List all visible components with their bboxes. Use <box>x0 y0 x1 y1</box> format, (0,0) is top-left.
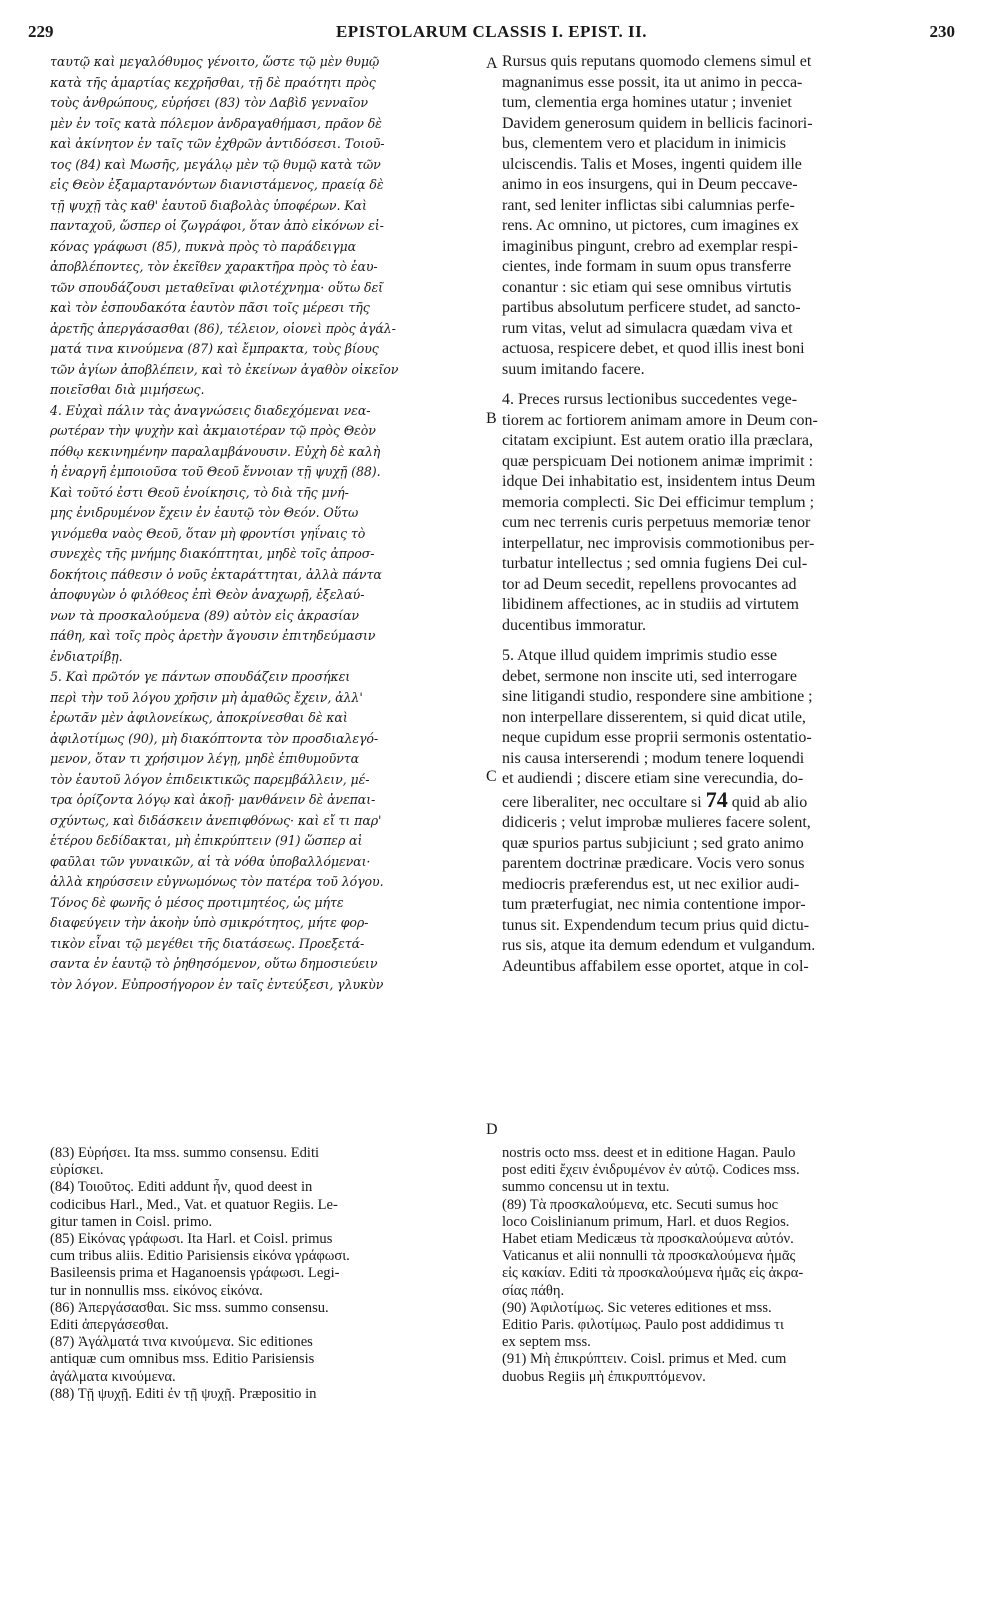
margin-letter-c: C <box>486 768 497 785</box>
footnote-line: post editi ἔχειν ἐνιδρυμένον ἐν αὐτῷ. Codices mss. <box>502 1162 800 1179</box>
footnote-line: (86) Ἀπεργάσασθαι. Sic mss. summo consensu. <box>50 1299 329 1316</box>
greek-text-line: μενον, ὅταν τι χρήσιμον λέγῃ, μηδὲ ἐπιθυμοῦντα <box>50 751 360 766</box>
greek-text-line: τικὸν εἶναι τῷ μεγέθει τῆς διατάσεως. Προεξετά- <box>50 935 365 951</box>
latin-text-line: mediocris præferendus est, ut nec exilior audi- <box>502 875 800 893</box>
greek-text-line: καὶ ἀκίνητον ἐν ταῖς τῶν ἐχθρῶν ἀντιδόσεσι. Τοιοῦ- <box>50 136 385 151</box>
latin-text-line: conantur : sic etiam qui sese omnibus virtutis <box>502 278 792 296</box>
greek-text-line: ἀποφυγὼν ὁ φιλόθεος ἐπὶ Θεὸν ἀναχωρῇ, ἐξελαύ- <box>50 587 365 602</box>
page-marker-number: 74 <box>705 789 728 812</box>
latin-text-line: quæ spurios partus subjiciunt ; sed grato animo <box>502 834 804 852</box>
latin-text-line: Adeuntibus affabilem esse oportet, atque in col- <box>502 957 809 975</box>
footnote-line: ex septem mss. <box>502 1334 591 1351</box>
latin-text-line: citatam excipiunt. Est autem oratio illa præclara, <box>502 432 813 449</box>
greek-text-line: ἀποβλέποντες, τὸν ἐκεῖθεν χαρακτῆρα πρὸς τὸ ἑαυ- <box>50 259 378 274</box>
greek-text-line: ἐρωτᾶν μὲν ἀφιλονείκως, ἀποκρίνεσθαι δὲ καὶ <box>50 710 348 725</box>
greek-text-line: τοὺς ἀνθρώπους, εὑρήσει (83) τὸν Δαβὶδ γενναῖον <box>50 95 368 110</box>
greek-text-line: ἀλλὰ κηρύσσειν εὐγνωμόνως τὸν πατέρα τοῦ λόγου. <box>50 874 384 889</box>
latin-text-line: neque cupidum esse proprii sermonis ostentatio- <box>502 729 812 746</box>
greek-text-line: ἀρετῆς ἀπεργάσασθαι (86), τέλειον, οἱονεὶ πρὸς ἀγάλ- <box>50 320 396 336</box>
footnotes-left <box>50 1145 482 1403</box>
footnote-line: εὑρίσκει. <box>50 1162 104 1179</box>
latin-text-line: tor ad Deum secedit, repellens provocantes ad <box>502 575 797 593</box>
latin-text-line: partibus absolutum perficere studet, ad sancto- <box>502 299 801 316</box>
footnote-line: (89) Τὰ προσκαλούμενα, etc. Secuti sumus hoc <box>502 1196 779 1213</box>
greek-text-line: ἑτέρου δεδίδακται, μὴ ἐπικρύπτειν (91) ὥσπερ αἱ <box>50 833 363 848</box>
footnote-line: gitur tamen in Coisl. primo. <box>50 1213 213 1230</box>
footnote-line: (87) Ἀγάλματά τινα κινούμενα. Sic editiones <box>50 1334 313 1351</box>
greek-text-line: σαντα ἐν ἑαυτῷ τὸ ῥηθησόμενον, οὕτω δημοσιεύειν <box>50 956 378 971</box>
latin-text-line: nis causa interserendi ; modum tenere loquendi <box>502 749 805 767</box>
latin-text-line: rant, sed leniter inflictas sibi calumnias perfe- <box>502 196 795 214</box>
latin-text-line: idque Dei inhabitatio est, insidentem intus Deum <box>502 473 816 490</box>
latin-text-line: tum, clementia erga homines utatur ; inveniet <box>502 94 792 111</box>
footnote-line: (84) Τοιοῦτος. Editi addunt ἦν, quod deest in <box>50 1179 313 1196</box>
latin-text-line <box>502 380 952 390</box>
footnote-line: εἰς κακίαν. Editi τὰ προσκαλούμενα ἡμᾶς εἰς ἀκρα- <box>502 1265 804 1282</box>
footnote-line: (91) Μὴ ἐπικρύπτειν. Coisl. primus et Med. cum <box>502 1351 787 1368</box>
latin-text-line: ducentibus immoratur. <box>502 616 646 634</box>
latin-text-line: 5. Atque illud quidem imprimis studio esse <box>502 647 778 664</box>
footnote-line: (85) Εἰκόνας γράφωσι. Ita Harl. et Coisl. primus <box>50 1231 333 1248</box>
greek-text-line: ποιεῖσθαι διὰ μιμήσεως. <box>50 382 205 397</box>
greek-text-line: τῶν σπουδάζουσι μεταθεῖναι φιλοτέχνημα· οὕτω δεῖ <box>50 279 384 295</box>
latin-text-line: libidinem affectiones, ac in studiis ad virtutem <box>502 596 799 613</box>
greek-text-line: φαῦλαι τῶν γυναικῶν, αἱ τὰ νόθα ὑποβαλλόμεναι· <box>50 853 371 869</box>
latin-text-line: cum nec terrenis curis perpetuus memoriæ tenor <box>502 514 811 531</box>
latin-text-line: tunus sit. Expendendum tecum prius quid dictu- <box>502 916 810 934</box>
footnote-line: ἀγάλματα κινούμενα. <box>50 1368 176 1385</box>
greek-text-line: κατὰ τῆς ἁμαρτίας κεχρῆσθαι, τῇ δὲ πραότητι πρὸς <box>50 74 376 90</box>
greek-text-line: καὶ τὸν ἐσπουδακότα ἑαυτὸν πᾶσι τοῖς μέρεσι τῆς <box>50 300 370 315</box>
latin-text-line: didiceris ; velut improbæ mulieres facere solent, <box>502 814 811 831</box>
latin-text-line: rum vitas, velut ad simulacra quædam viva et <box>502 319 793 337</box>
latin-text-line: animo in eos insurgens, qui in Deum peccave- <box>502 176 798 193</box>
greek-text-line: δοκήτοις πάθεσιν ὁ νοῦς ἐκταράττηται, ἀλλὰ πάντα <box>50 566 382 582</box>
footnote-line: (88) Τῇ ψυχῇ. Editi ἐν τῇ ψυχῇ. Præpositio in <box>50 1385 317 1402</box>
latin-text-line: tiorem ac fortiorem animam amore in Deum con- <box>502 411 818 429</box>
footnote-line: (83) Εὑρήσει. Ita mss. summo consensu. Editi <box>50 1145 320 1161</box>
running-header <box>22 14 961 48</box>
footnotes-right <box>502 1145 952 1386</box>
latin-text-line: cere liberaliter, nec occultare si 74 quid ab alio <box>502 790 952 814</box>
greek-text-line: τος (84) καὶ Μωσῆς, μεγάλῳ μὲν τῷ θυμῷ κατὰ τῶν <box>50 156 381 172</box>
running-title: EPISTOLARUM CLASSIS I. EPIST. II. <box>335 22 648 41</box>
margin-letter-b: B <box>486 410 497 427</box>
greek-text-line: ρωτέραν τὴν ψυχὴν καὶ ἀκμαιοτέραν τῷ πρὸς Θεὸν <box>50 423 376 438</box>
footnote-line: Habet etiam Medicæus τὰ προσκαλούμενα αὐτόν. <box>502 1231 794 1248</box>
latin-text-line: cientes, inde formam in suum opus transferre <box>502 258 792 275</box>
greek-text-line: συνεχὲς τῆς μνήμης διακόπτηται, μηδὲ τοῖς ἀπροσ- <box>50 546 375 561</box>
greek-text-column <box>50 52 482 995</box>
greek-text-line: ματά τινα κινούμενα (87) καὶ ἔμπρακτα, τοὺς βίους <box>50 341 379 356</box>
footnote-line: nostris octo mss. deest et in editione Hagan. Paulo <box>502 1145 796 1161</box>
greek-text-line: μὲν ἐν τοῖς κατὰ πόλεμον ἀνδραγαθήμασι, πρᾶον δὲ <box>50 115 382 131</box>
latin-text-line: memoria complecti. Sic Dei efficimur templum ; <box>502 493 815 511</box>
footnote-line: Editi ἀπεργάσεσθαι. <box>50 1317 169 1334</box>
footnote-line: summo concensu ut in textu. <box>502 1179 670 1196</box>
greek-text-line: πόθῳ κεκινημένην παραλαμβάνουσιν. Εὐχὴ δὲ καλὴ <box>50 443 381 459</box>
latin-text-line: parentem doctrinæ prædicare. Vocis vero sonus <box>502 855 805 872</box>
latin-text-line: non interpellare disserentem, si quid dicat utile, <box>502 708 806 726</box>
greek-text-line: διαφεύγειν τὴν ἀκοὴν ὑπὸ σμικρότητος, μήτε φορ- <box>50 915 369 930</box>
latin-text-line: tum præterfugiat, nec nimia contentione impor- <box>502 896 806 913</box>
greek-text-line: γινόμεθα ναὸς Θεοῦ, ὅταν μὴ φροντίσι γηΐναις τὸ <box>50 525 366 541</box>
greek-text-line: ἀφιλοτίμως (90), μὴ διακόπτοντα τὸν προσδιαλεγό- <box>50 730 379 746</box>
latin-text-line: et audiendi ; discere etiam sine verecundia, do- <box>502 770 804 787</box>
footnote-line: Editio Paris. φιλοτίμως. Paulo post addidimus τι <box>502 1317 784 1334</box>
greek-text-line: τῇ ψυχῇ τὰς καθ' ἑαυτοῦ διαβολὰς ὑποφέρων. Καὶ <box>50 197 367 213</box>
greek-text-line: τρα ὁρίζοντα λόγῳ καὶ ἀκοῇ· μανθάνειν δὲ ἀνεπαι- <box>50 792 376 807</box>
footnote-line: duobus Regiis μὴ ἐπικρυπτόμενον. <box>502 1368 706 1385</box>
latin-text-line: rens. Ac omnino, ut pictores, cum imagines ex <box>502 217 799 234</box>
left-page-number: 229 <box>28 22 54 41</box>
margin-letter-d: D <box>486 1121 498 1138</box>
greek-text-line: κόνας γράφωσι (85), πυκνὰ πρὸς τὸ παράδειγμα <box>50 238 356 254</box>
greek-text-line: Καὶ τοῦτό ἐστι Θεοῦ ἐνοίκησις, τὸ διὰ τῆς μνή- <box>50 484 349 500</box>
margin-letter-a: A <box>486 55 498 72</box>
footnote-line: cum tribus aliis. Editio Parisiensis εἰκόνα γράφωσι. <box>50 1248 350 1265</box>
greek-text-line: νων τὰ προσκαλούμενα (89) αὐτὸν εἰς ἀκρασίαν <box>50 607 359 623</box>
greek-text-line: ἐνδιατρίβῃ. <box>50 648 123 664</box>
greek-text-line: τὸν ἑαυτοῦ λόγον ἐπιδεικτικῶς παρεμβάλλειν, μέ- <box>50 771 370 787</box>
greek-text-line: περὶ τὴν τοῦ λόγου χρῆσιν μὴ ἀμαθῶς ἔχειν, ἀλλ' <box>50 689 363 705</box>
latin-text-line: turbatur intellectus ; sed omnia fugiens Dei cul- <box>502 555 808 572</box>
latin-text-line <box>502 636 952 646</box>
greek-text-line: τῶν ἁγίων ἀποβλέπειν, καὶ τὸ ἐκείνων ἀγαθὸν οἰκεῖον <box>50 361 399 377</box>
greek-text-line: ἡ ἐναργῆ ἐμποιοῦσα τοῦ Θεοῦ ἔννοιαν τῇ ψυχῇ (88). <box>50 464 381 479</box>
footnote-line: antiquæ cum omnibus mss. Editio Parisiensis <box>50 1351 315 1368</box>
footnote-line: codicibus Harl., Med., Vat. et quatuor Regiis. Le- <box>50 1196 338 1213</box>
footnote-line: loco Coislinianum primum, Harl. et duos Regios. <box>502 1213 790 1230</box>
footnote-line: Basileensis prima et Haganoensis γράφωσι. Legi- <box>50 1265 340 1282</box>
footnote-line: (90) Ἀφιλοτίμως. Sic veteres editiones et mss. <box>502 1299 772 1316</box>
greek-text-line: εἰς Θεὸν ἐξαμαρτανόντων διανιστάμενος, πραείᾳ δὲ <box>50 177 384 192</box>
greek-text-line: ταυτῷ καὶ μεγαλόθυμος γένοιτο, ὥστε τῷ μὲν θυμῷ <box>50 54 380 69</box>
greek-text-line: Τόνος δὲ φωνῆς ὁ μέσος προτιμητέος, ὡς μήτε <box>50 894 344 910</box>
greek-text-line: τὸν λόγον. Εὐπροσήγορον ἐν ταῖς ἐντεύξεσι, γλυκὺν <box>50 976 384 992</box>
greek-text-line: σχύντως, καὶ διδάσκειν ἀνεπιφθόνως· καὶ εἴ τι παρ' <box>50 812 382 828</box>
greek-text-line: πανταχοῦ, ὥσπερ οἱ ζωγράφοι, ὅταν ἀπὸ εἰκόνων εἰ- <box>50 218 384 233</box>
footnote-line: tur in nonnullis mss. εἰκόνος εἰκόνα. <box>50 1282 263 1299</box>
latin-text-line: debet, sermone non inscite uti, sed interrogare <box>502 667 798 685</box>
latin-text-line: ulciscendis. Talis et Moses, ingenti quidem ille <box>502 155 802 173</box>
latin-text-line: Davidem generosum quidem in bellicis facinori- <box>502 114 813 132</box>
footnote-line: σίας πάθη. <box>502 1282 565 1299</box>
greek-text-line: 4. Εὐχαὶ πάλιν τὰς ἀναγνώσεις διαδεχόμεναι νεα- <box>50 402 371 418</box>
greek-text-line: πάθη, καὶ τοῖς πρὸς ἀρετὴν ἄγουσιν ἐπιτηδεύμασιν <box>50 628 376 643</box>
latin-text-line: actuosa, respicere debet, et quod illis inest boni <box>502 340 805 357</box>
greek-text-line: μης ἐνιδρυμένον ἔχειν ἐν ἑαυτῷ τὸν Θεόν. Οὕτω <box>50 505 359 520</box>
latin-text-line: imaginibus pingunt, crebro ad exemplar respi- <box>502 237 798 255</box>
latin-text-column <box>502 52 952 977</box>
latin-text-line: rus sis, atque ita demum edendum et vulgandum. <box>502 937 816 954</box>
latin-text-line: magnanimus esse possit, ita ut animo in pecca- <box>502 73 803 91</box>
latin-text-line: interpellatur, nec improvisis commotionibus per- <box>502 534 815 552</box>
latin-text-line: 4. Preces rursus lectionibus succedentes vege- <box>502 391 798 408</box>
latin-text-line: bus, clementem vero et placidum in inimicis <box>502 135 786 152</box>
latin-text-line: suum imitando facere. <box>502 360 645 378</box>
footnote-line: Vaticanus et alii nonnulli τὰ προσκαλούμενα ἡμᾶς <box>502 1248 796 1265</box>
latin-text-line: sine litigandi studio, respondere sine ambitione ; <box>502 688 813 705</box>
latin-text-line: quæ perspicuam Dei notionem animæ imprimit : <box>502 452 814 470</box>
latin-text-continuation: quid ab alio <box>727 793 808 811</box>
latin-text-line: Rursus quis reputans quomodo clemens simul et <box>502 53 812 70</box>
greek-text-line: 5. Καὶ πρῶτόν γε πάντων σπουδάζειν προσήκει <box>50 669 351 684</box>
right-page-number: 230 <box>929 22 955 41</box>
